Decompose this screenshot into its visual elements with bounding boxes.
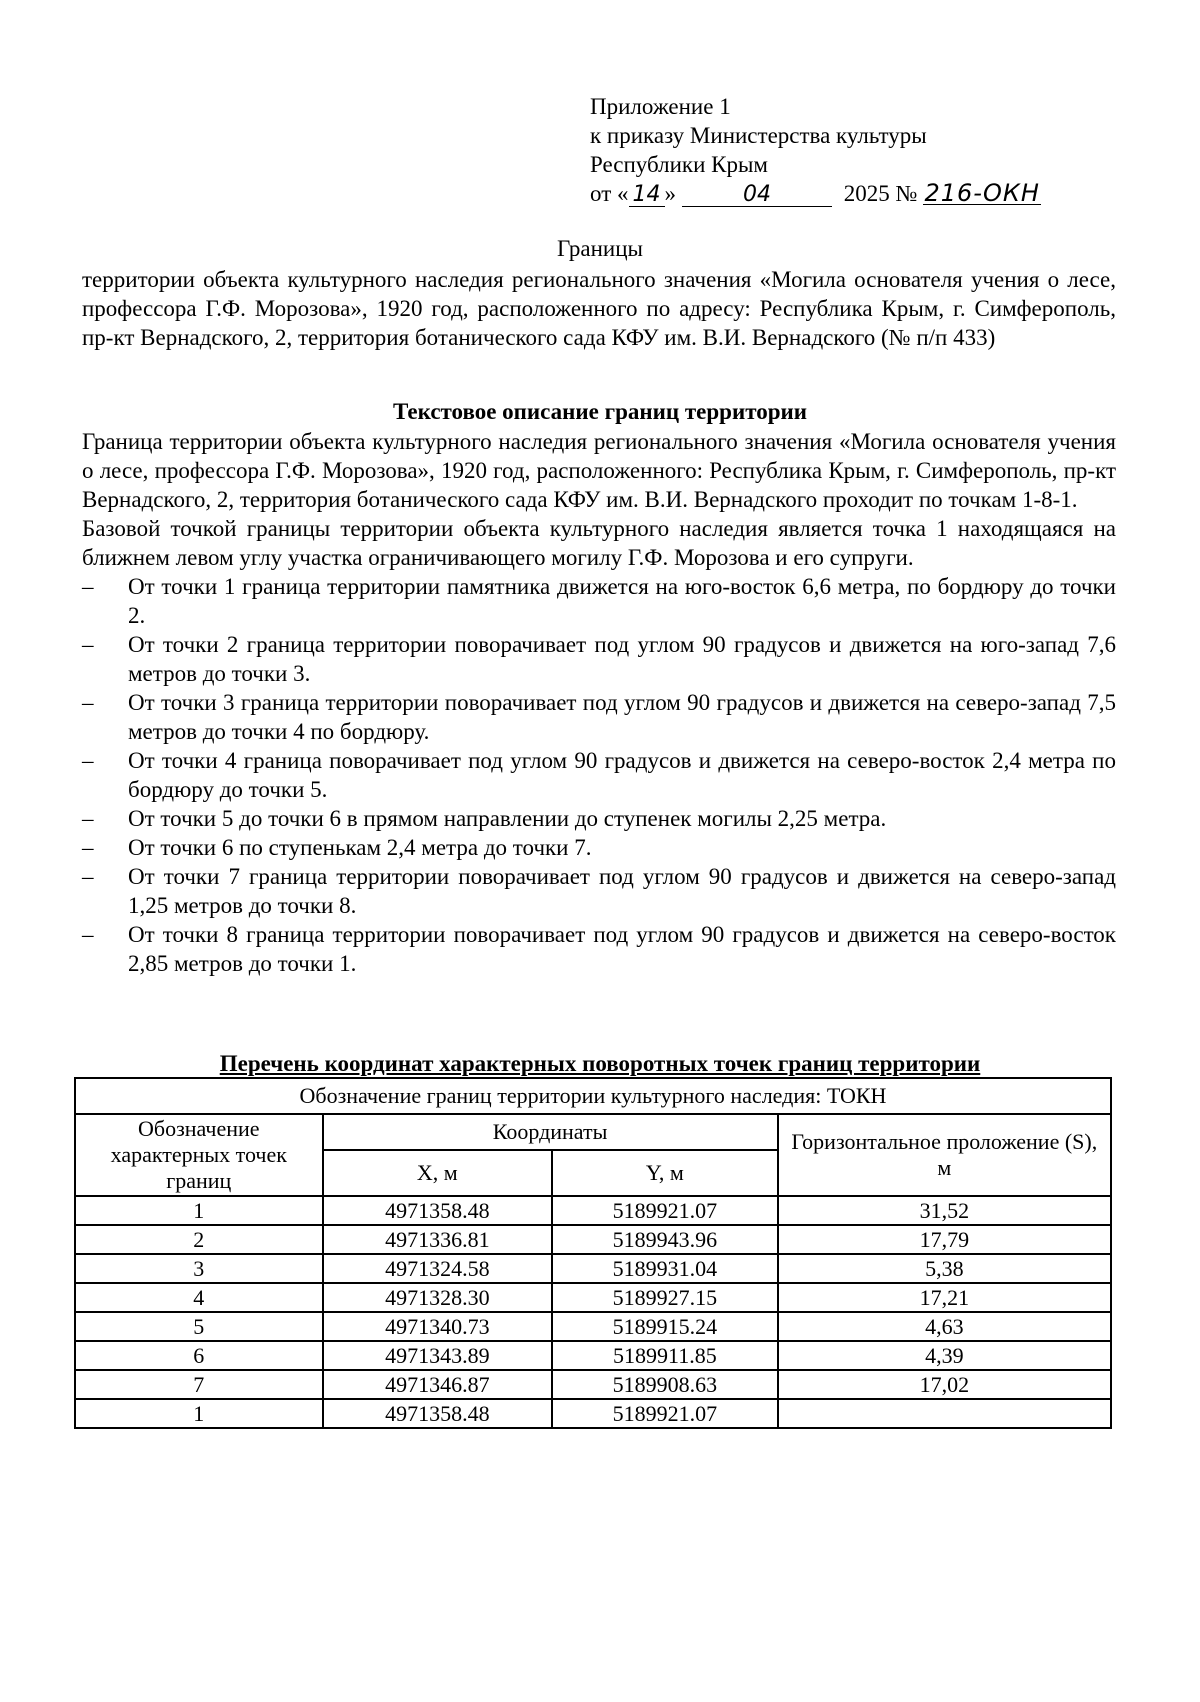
cell-s: 31,52 [778, 1196, 1111, 1225]
cell-s: 17,21 [778, 1283, 1111, 1312]
list-item: – От точки 5 до точки 6 в прямом направлении до ступенек могилы 2,25 метра. [82, 804, 1116, 833]
cell-y: 5189908.63 [552, 1370, 778, 1399]
cell-point: 1 [75, 1399, 323, 1428]
cell-s: 5,38 [778, 1254, 1111, 1283]
table-row [75, 1399, 1111, 1428]
table-row [75, 1312, 1111, 1341]
date-mid: » [664, 181, 676, 206]
cell-x: 4971346.87 [323, 1370, 553, 1399]
table-row [75, 1370, 1111, 1399]
cell-x: 4971358.48 [323, 1196, 553, 1225]
cell-y: 5189915.24 [552, 1312, 778, 1341]
cell-point: 3 [75, 1254, 323, 1283]
cell-x: 4971358.48 [323, 1399, 553, 1428]
document-heading: Границы [557, 236, 643, 261]
route-list [82, 572, 1116, 978]
coordinates-table [74, 1077, 1112, 1429]
cell-s: 17,79 [778, 1225, 1111, 1254]
cell-x: 4971340.73 [323, 1312, 553, 1341]
cell-point: 5 [75, 1312, 323, 1341]
cell-y: 5189921.07 [552, 1399, 778, 1428]
cell-y: 5189927.15 [552, 1283, 778, 1312]
cell-y: 5189911.85 [552, 1341, 778, 1370]
table-caption: Обозначение границ территории культурного наследия: ТОКН [75, 1078, 1111, 1114]
cell-x: 4971343.89 [323, 1341, 553, 1370]
list-item: – От точки 8 граница территории поворачивает под углом 90 градусов и движется на северо-восток 2,85 метров до точки 1. [82, 920, 1116, 978]
cell-point: 2 [75, 1225, 323, 1254]
appendix-date-line [590, 179, 1041, 208]
table-row [75, 1283, 1111, 1312]
cell-y: 5189943.96 [552, 1225, 778, 1254]
cell-s: 17,02 [778, 1370, 1111, 1399]
table-row [75, 1254, 1111, 1283]
list-item: – От точки 2 граница территории поворачивает под углом 90 градусов и движется на юго-запад 7,6 метров до точки 3. [82, 630, 1116, 688]
date-prefix: от « [590, 181, 629, 206]
handwritten-order-number: 216-ОКН [924, 179, 1040, 207]
cell-s: 4,63 [778, 1312, 1111, 1341]
header-point: Обозначение характерных точек границ [75, 1114, 323, 1196]
cell-point: 4 [75, 1283, 323, 1312]
handwritten-month: 04 [682, 184, 832, 207]
handwritten-day: 14 [629, 184, 665, 207]
table-row [75, 1196, 1111, 1225]
appendix-order-ref: к приказу Министерства культуры [590, 123, 927, 148]
table-row [75, 1341, 1111, 1370]
appendix-header [590, 92, 1041, 208]
cell-s [778, 1399, 1111, 1428]
cell-x: 4971336.81 [323, 1225, 553, 1254]
list-item: – От точки 1 граница территории памятника движется на юго-восток 6,6 метра, по бордюру до точки 2. [82, 572, 1116, 630]
cell-point: 1 [75, 1196, 323, 1225]
date-year: 2025 № [843, 181, 918, 206]
cell-s: 4,39 [778, 1341, 1111, 1370]
intro-paragraph: территории объекта культурного наследия регионального значения «Могила основателя учения о лесе, профессора Г.Ф. Морозова», 1920 год, расположенного по адресу: Республика Крым, г. Симферополь, пр-кт Вернадского, 2, территория ботанического сада КФУ им. В.И. Вернадского (№ п/п 433) [82, 267, 1116, 350]
header-x: X, м [323, 1150, 553, 1196]
header-y: Y, м [552, 1150, 778, 1196]
appendix-title: Приложение 1 [590, 94, 731, 119]
header-coordinates: Координаты [323, 1114, 778, 1150]
description-body [82, 427, 1116, 978]
paragraph-route: Граница территории объекта культурного наследия регионального значения «Могила основателя учения о лесе, профессора Г.Ф. Морозова», 1920 год, расположенного: Республика Крым, г. Симферополь, пр-кт Вернадского, 2, территория ботанического сада КФУ им. В.И. Вернадского проходит по точкам 1-8-1. [82, 429, 1116, 512]
cell-x: 4971328.30 [323, 1283, 553, 1312]
list-item: – От точки 3 граница территории поворачивает под углом 90 градусов и движется на северо-запад 7,5 метров до точки 4 по бордюру. [82, 688, 1116, 746]
cell-y: 5189931.04 [552, 1254, 778, 1283]
list-item: – От точки 7 граница территории поворачивает под углом 90 градусов и движется на северо-запад 1,25 метров до точки 8. [82, 862, 1116, 920]
appendix-republic: Республики Крым [590, 152, 768, 177]
cell-point: 7 [75, 1370, 323, 1399]
cell-point: 6 [75, 1341, 323, 1370]
cell-y: 5189921.07 [552, 1196, 778, 1225]
list-item: – От точки 4 граница поворачивает под углом 90 градусов и движется на северо-восток 2,4 метра по бордюру до точки 5. [82, 746, 1116, 804]
cell-x: 4971324.58 [323, 1254, 553, 1283]
table-row [75, 1225, 1111, 1254]
section-title: Текстовое описание границ территории [392, 399, 808, 424]
header-horizontal-distance: Горизонтальное проложение (S), м [778, 1114, 1111, 1196]
paragraph-base-point: Базовой точкой границы территории объекта культурного наследия является точка 1 находящаяся на ближнем левом углу участка ограничивающего могилу Г.Ф. Морозова и его супруги. [82, 516, 1116, 570]
list-item: – От точки 6 по ступенькам 2,4 метра до точки 7. [82, 833, 1116, 862]
table-title: Перечень координат характерных поворотных точек границ территории [219, 1051, 981, 1076]
